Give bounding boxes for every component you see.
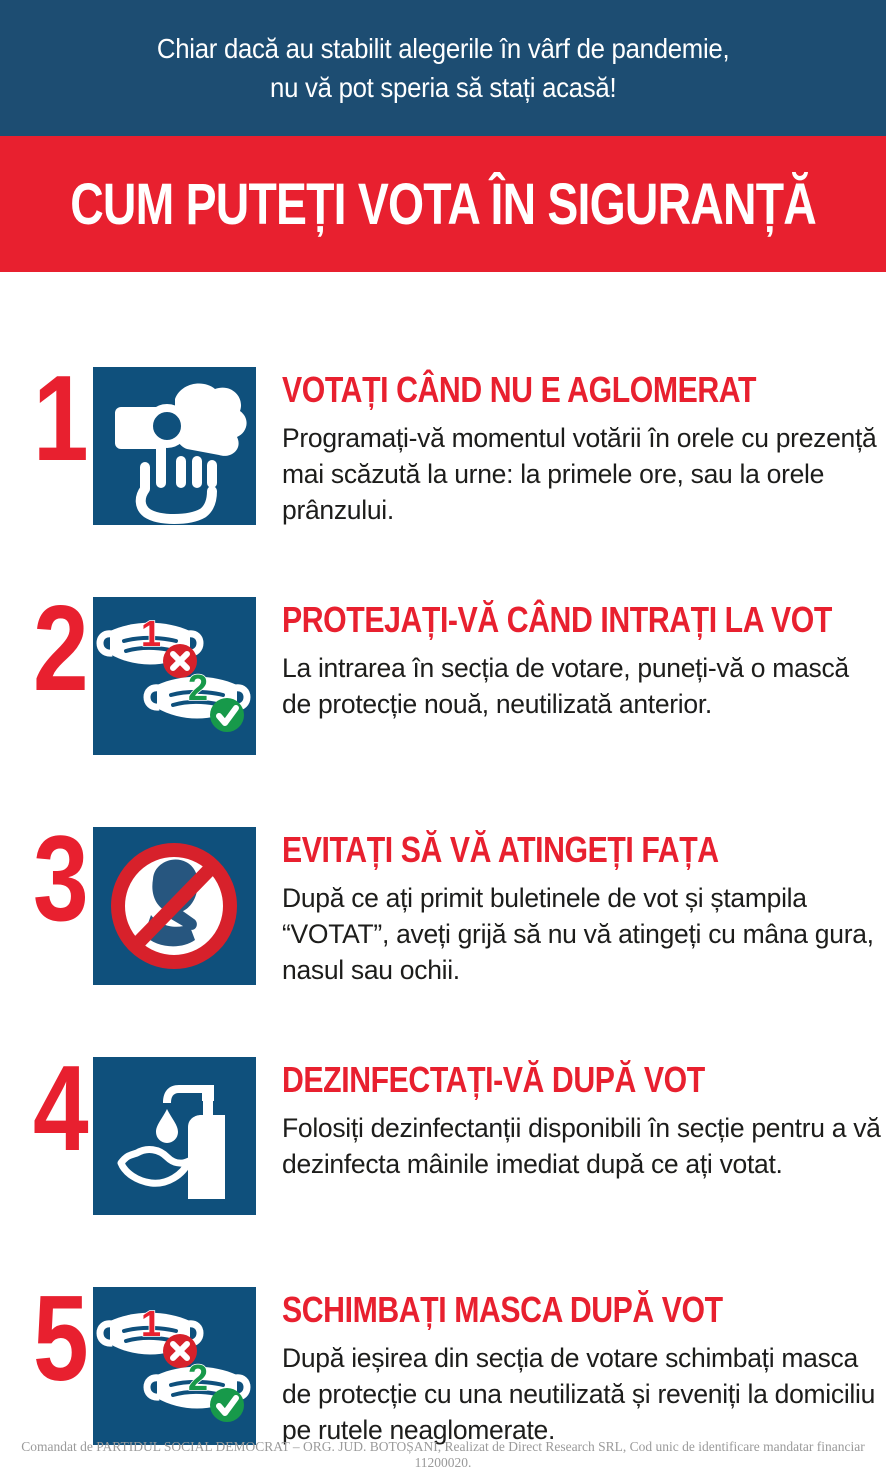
check-badge-icon <box>210 1388 244 1422</box>
title-banner <box>0 136 886 272</box>
step-5-content <box>282 1287 882 1448</box>
tagline-line2: nu vă pot speria să stați acasă! <box>269 71 617 103</box>
mask-1-label: 1 <box>140 613 162 654</box>
step-2 <box>33 580 886 755</box>
step-2-body: La intrarea în secția de votare, puneți-vă o mască de protecție nouă, neutilizată anterior. <box>282 653 849 719</box>
masks-1-2-icon <box>93 1287 256 1445</box>
tagline-line1: Chiar dacă au stabilit alegerile în vârf de pandemie, <box>156 32 730 64</box>
step-1-body: Programați-vă momentul votării în orele cu prezență mai scăzută la urne: la primele ore, sau la orele prânzului. <box>282 423 877 525</box>
step-1 <box>33 350 886 525</box>
mask-1-label: 1 <box>140 1303 162 1344</box>
mask-2-label: 2 <box>187 1357 209 1398</box>
step-2-number: 2 <box>33 580 86 716</box>
step-3-number: 3 <box>33 810 86 946</box>
hand-sanitizer-icon-graphic <box>93 1057 256 1215</box>
step-4-body: Folosiți dezinfectanții disponibili în secție pentru a vă dezinfecta mâinile imediat după ce ați votat. <box>282 1113 881 1179</box>
step-3-title: EVITAȚI SĂ VĂ ATINGEȚI FAȚA <box>282 829 719 870</box>
no-face-touch-icon <box>93 827 256 985</box>
step-3 <box>33 810 886 985</box>
step-1-number: 1 <box>33 350 86 486</box>
page-title: CUM PUTEȚI VOTA ÎN SIGURANȚĂ <box>70 171 816 237</box>
step-4-number: 4 <box>33 1040 86 1176</box>
step-4 <box>33 1040 886 1215</box>
step-1-content <box>282 367 882 528</box>
step-4-content <box>282 1057 882 1182</box>
stamp-hand-icon <box>93 367 256 525</box>
masks-1-2-icon <box>93 597 256 755</box>
footer-disclaimer: Comandat de PARTIDUL SOCIAL DEMOCRAT – ORG. JUD. BOTOȘANI, Realizat de Direct Research SRL, Cod unic de identificare mandatar financiar 11200020. <box>21 1439 865 1470</box>
step-3-content <box>282 827 882 988</box>
steps-list <box>0 272 886 1445</box>
step-5-number: 5 <box>33 1270 86 1406</box>
hand-sanitizer-icon <box>93 1057 256 1215</box>
mask-2-label: 2 <box>187 667 209 708</box>
step-1-title: VOTAȚI CÂND NU E AGLOMERAT <box>282 369 757 410</box>
header-banner <box>0 0 886 136</box>
step-3-body: După ce ați primit buletinele de vot și ștampila “VOTAT”, aveți grijă să nu vă atingeți cu mâna gura, nasul sau ochii. <box>282 883 874 985</box>
masks-1-2-icon-graphic <box>93 1287 256 1445</box>
step-5 <box>33 1270 886 1445</box>
check-badge-icon <box>210 698 244 732</box>
step-2-title: PROTEJAȚI-VĂ CÂND INTRAȚI LA VOT <box>282 599 832 640</box>
stamp-hand-icon-graphic <box>93 367 256 525</box>
no-face-touch-icon-graphic <box>93 827 256 985</box>
step-5-body: După ieșirea din secția de votare schimbați masca de protecție cu una neutilizată și reveniți la domiciliu pe rutele neaglomerate. <box>282 1343 876 1445</box>
step-4-title: DEZINFECTAȚI-VĂ DUPĂ VOT <box>282 1059 705 1100</box>
masks-1-2-icon-graphic <box>93 597 256 755</box>
step-2-content <box>282 597 882 722</box>
step-5-title: SCHIMBAȚI MASCA DUPĂ VOT <box>282 1289 723 1330</box>
